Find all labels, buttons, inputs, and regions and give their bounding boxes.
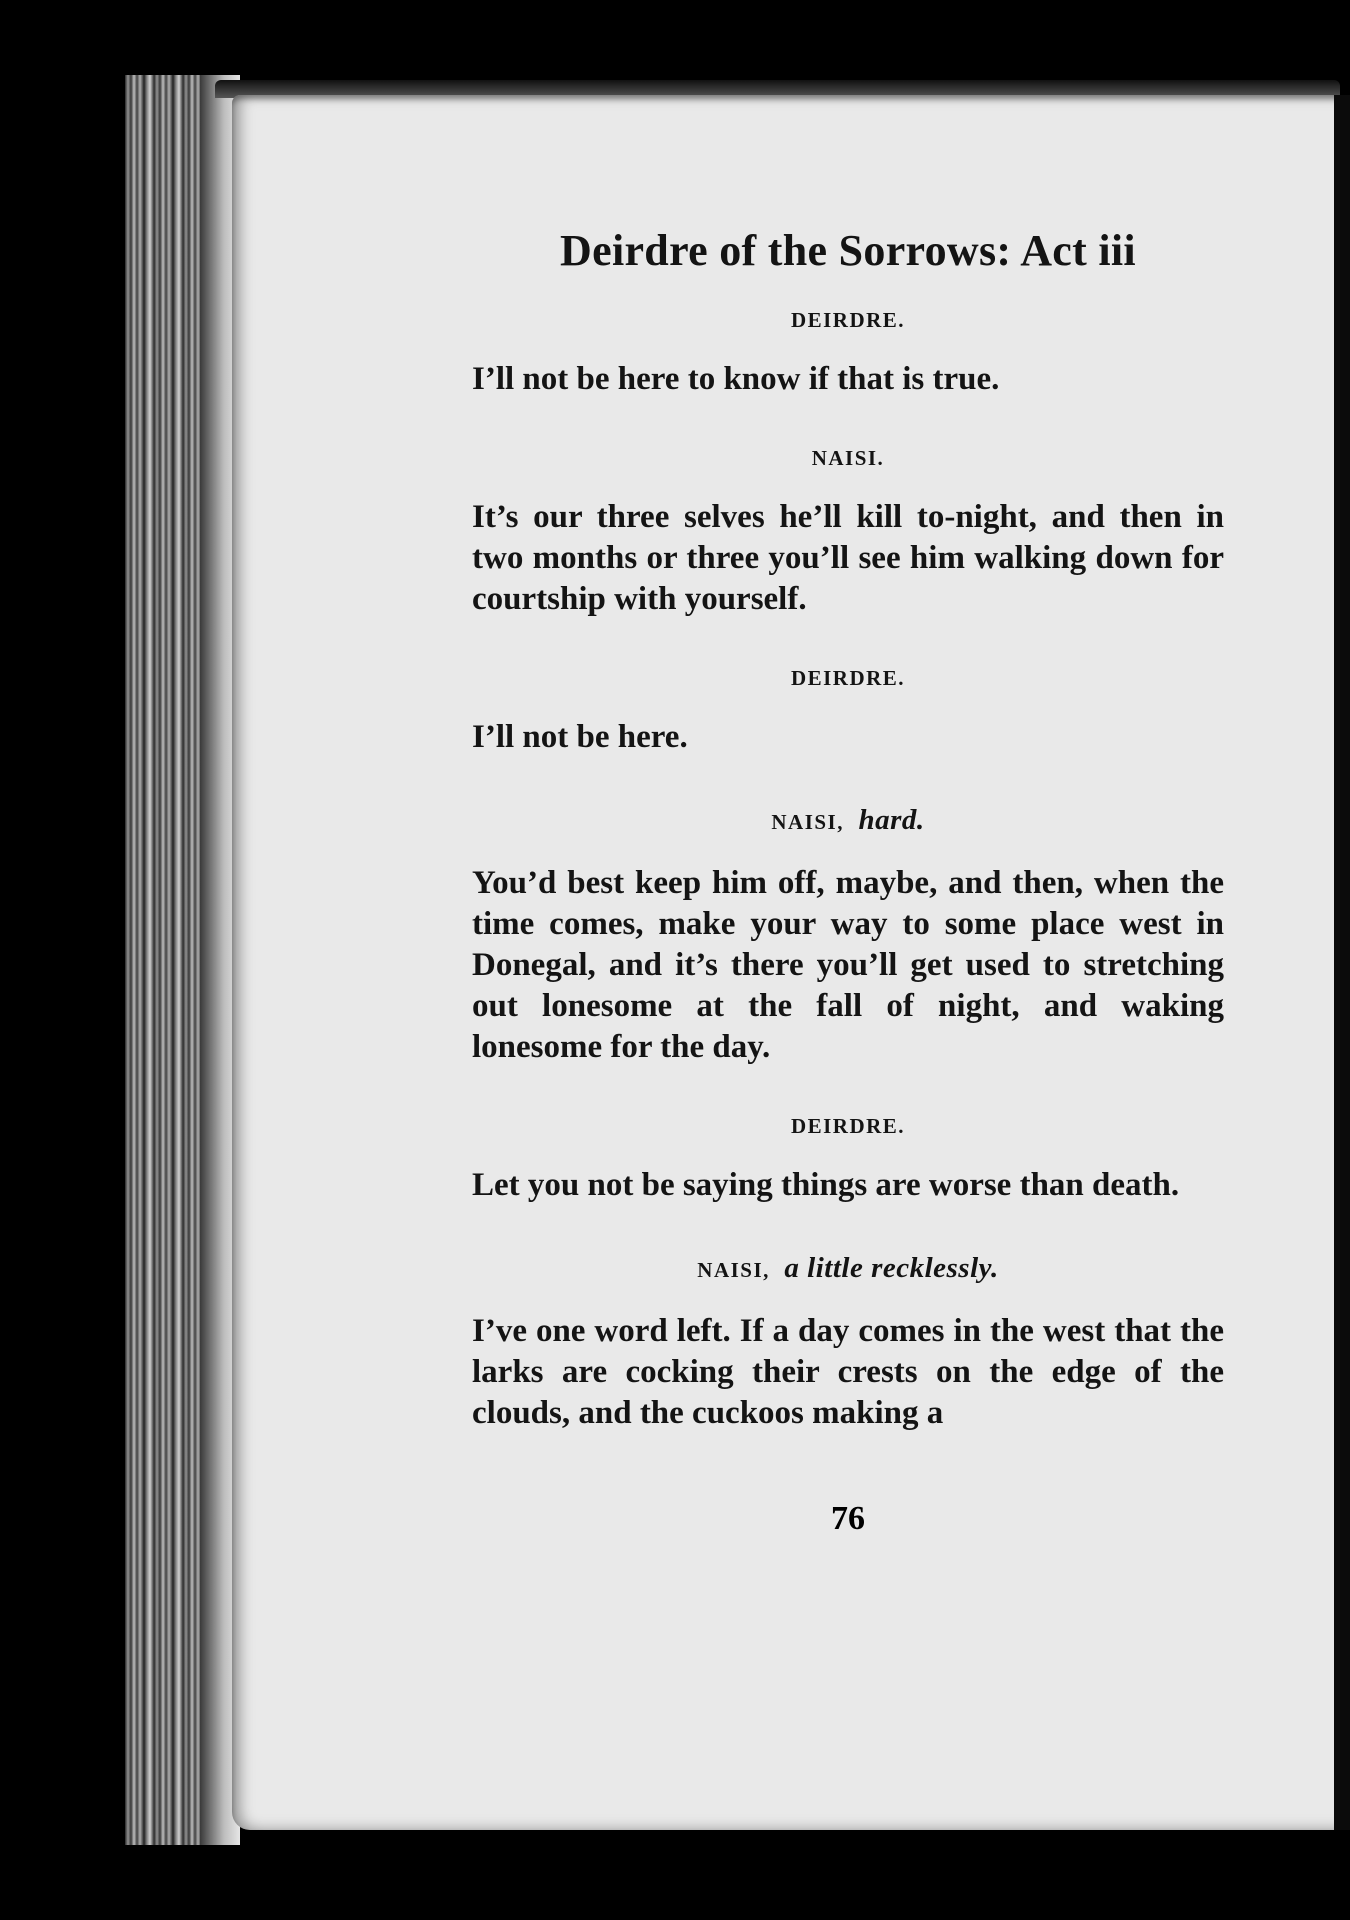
speaker-heading bbox=[472, 804, 1224, 837]
speaker-heading bbox=[472, 308, 1224, 333]
speaker-name: DEIRDRE. bbox=[790, 308, 906, 332]
speech-text: I’ll not be here. bbox=[472, 719, 688, 755]
running-head: Deirdre of the Sorrows: Act iii bbox=[560, 226, 1136, 275]
speaker-heading bbox=[472, 1114, 1224, 1139]
speaker-name: NAISI. bbox=[811, 446, 885, 470]
speech-text: I’ll not be here to know if that is true. bbox=[472, 361, 1000, 397]
speaker-heading bbox=[472, 666, 1224, 691]
stage-direction: hard. bbox=[850, 804, 925, 836]
speaker-heading bbox=[472, 1252, 1224, 1285]
speaker-name: NAISI, bbox=[771, 810, 844, 834]
speaker-name: DEIRDRE. bbox=[790, 1114, 906, 1138]
stage-direction: a little recklessly. bbox=[776, 1252, 999, 1284]
page-right-edge bbox=[1334, 95, 1350, 1830]
speech-text: I’ve one word left. If a day comes in the west that the larks are cocking their crests on the edge of the clouds, and the cuckoos making a bbox=[472, 1313, 1224, 1431]
speaker-name: NAISI, bbox=[697, 1258, 770, 1282]
speech-text: Let you not be saying things are worse than death. bbox=[472, 1167, 1180, 1203]
page-number: 76 bbox=[831, 1500, 865, 1537]
speaker-name: DEIRDRE. bbox=[790, 666, 906, 690]
speech-text: You’d best keep him off, maybe, and then, when the time comes, make your way to some place west in Donegal, and it’s there you’ll get used to stretching out lonesome at the fall of night, and waking lonesome for the day. bbox=[472, 865, 1224, 1065]
speaker-heading bbox=[472, 446, 1224, 471]
speech-text: It’s our three selves he’ll kill to-night, and then in two months or three you’ll see him walking down for courtship with yourself. bbox=[472, 499, 1224, 617]
page-text-block bbox=[472, 225, 1224, 1434]
